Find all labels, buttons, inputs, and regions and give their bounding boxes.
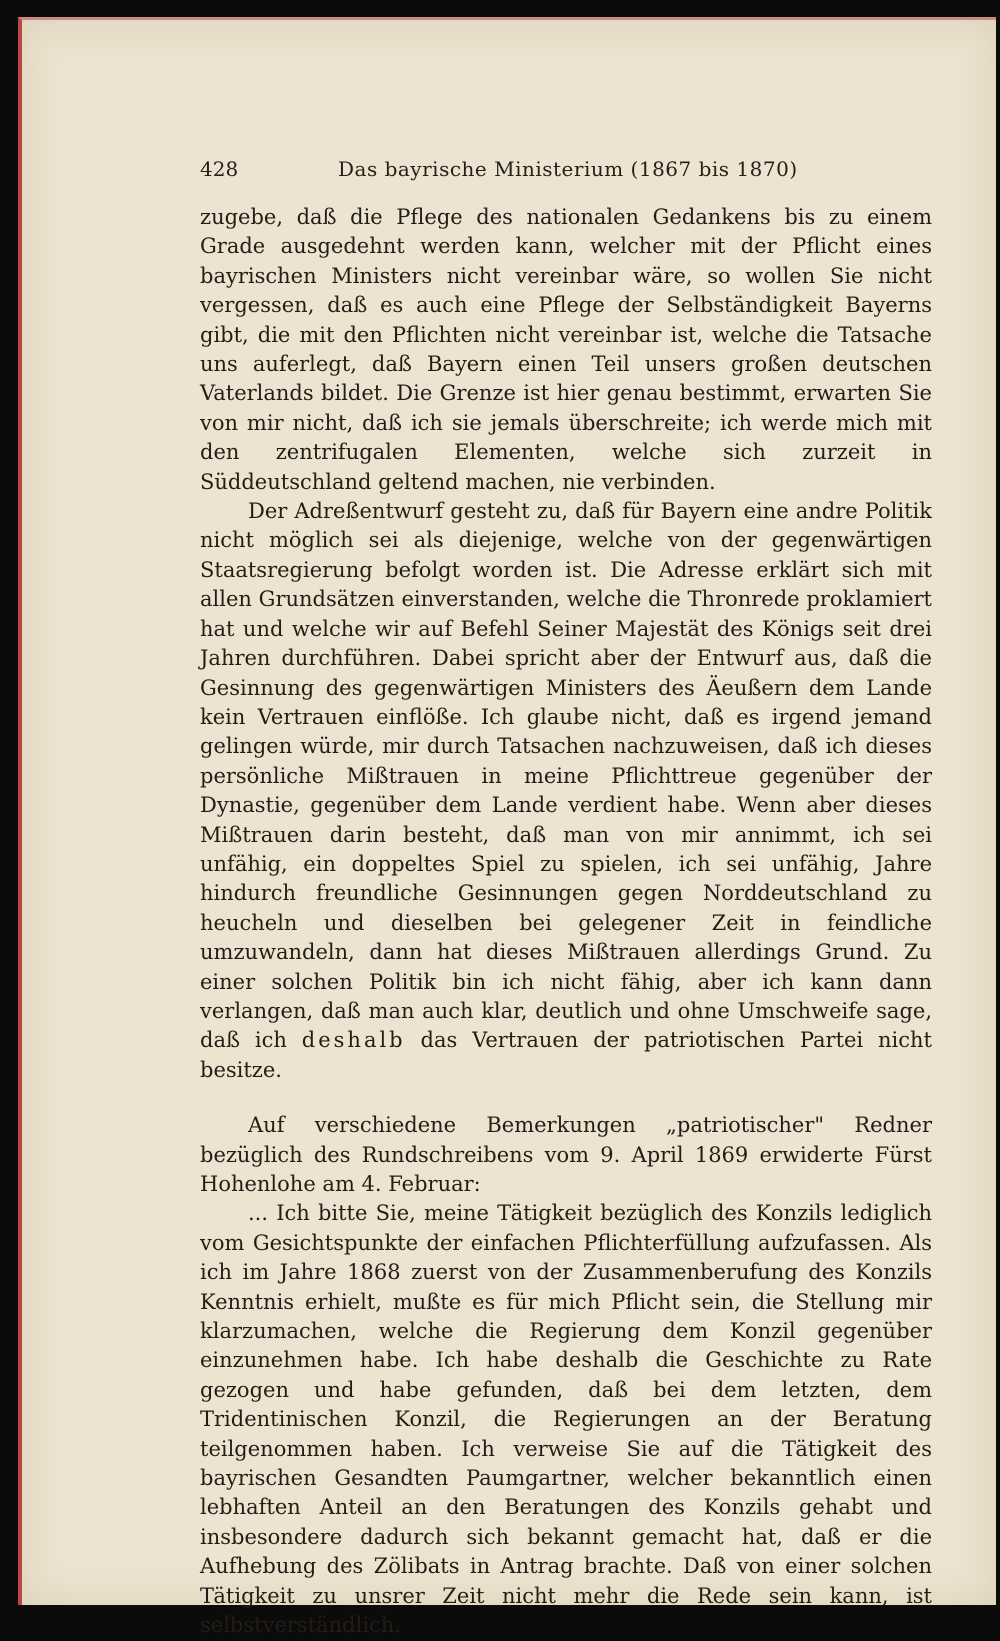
paragraph-4: ... Ich bitte Sie, meine Tätigkeit bezüglich des Konzils lediglich vom Gesichtspunkte der einfachen Pflichterfüllung aufzufassen. Als ich im Jahre 1868 zuerst von der Zusammenberufung des Konzils Kenntnis erhielt, mußte es für mich Pflicht sein, die Stellung mir klarzumachen, welche die Regierung dem Konzil gegenüber einzunehmen habe. Ich habe deshalb die Geschichte zu Rate gezogen und habe gefunden, daß bei dem letzten, dem Tridentinischen Konzil, die Regierungen an der Beratung teilgenommen haben. Ich verweise Sie auf die Tätigkeit des bayrischen Gesandten Paumgartner, welcher bekanntlich einen lebhaften Anteil an den Beratungen des Konzils gehabt und insbesondere dadurch sich bekannt gemacht hat, daß er die Aufhebung des Zölibats in Antrag brachte. Daß von einer solchen Tätigkeit zu unsrer Zeit nicht mehr die Rede sein kann, ist selbstverständlich. — [200, 1201, 932, 1638]
paragraph-3: Auf verschiedene Bemerkungen „patriotischer" Redner bezüglich des Rundschreibens vom 9. April 1869 erwiderte Fürst Hohenlohe am 4. Februar: — [200, 1113, 932, 1196]
body-text — [200, 203, 932, 1641]
paragraph-1: zugebe, daß die Pflege des nationalen Gedankens bis zu einem Grade ausgedehnt werden kann, welcher mit der Pflicht eines bayrischen Ministers nicht vereinbar wäre, so wollen Sie nicht vergessen, daß es auch eine Pflege der Selbständigkeit Bayerns gibt, die mit den Pflichten nicht vereinbar ist, welche die Tatsache uns auferlegt, daß Bayern einen Teil unsers großen deutschen Vaterlands bildet. Die Grenze ist hier genau bestimmt, erwarten Sie von mir nicht, daß ich sie jemals überschreite; ich werde mich mit den zentrifugalen Elementen, welche sich zurzeit in Süddeutschland geltend machen, nie verbinden. — [200, 205, 932, 494]
spaced-word: deshalb — [301, 1028, 406, 1053]
paragraph-2 — [200, 497, 932, 1085]
page-number: 428 — [200, 157, 239, 181]
running-title: Das bayrische Ministerium (1867 bis 1870) — [338, 157, 798, 181]
page-header — [200, 157, 932, 187]
paragraph-2-text: Der Adreßentwurf gesteht zu, daß für Bayern eine andre Politik nicht möglich sei als diejenige, welche von der gegenwärtigen Staatsregierung befolgt worden ist. Die Adresse erklärt sich mit allen Grundsätzen einverstanden, welche die Thronrede proklamiert hat und welche wir auf Befehl Seiner Majestät des Königs seit drei Jahren durchführen. Dabei spricht aber der Entwurf aus, daß die Gesinnung des gegenwärtigen Ministers des Äeußern dem Lande kein Vertrauen einflöße. Ich glaube nicht, daß es irgend jemand gelingen würde, mir durch Tatsachen nachzuweisen, daß ich dieses persönliche Mißtrauen in meine Pflichttreue gegenüber der Dynastie, gegenüber dem Lande verdient habe. Wenn aber dieses Mißtrauen darin besteht, daß man von mir annimmt, ich sei unfähig, ein doppeltes Spiel zu spielen, ich sei unfähig, Jahre hindurch freundliche Gesinnungen gegen Norddeutschland zu heucheln und dieselben bei gelegener Zeit in feindliche umzuwandeln, dann hat dieses Mißtrauen allerdings Grund. Zu einer solchen Politik bin ich nicht fähig, aber ich kann dann verlangen, daß man auch klar, deutlich und ohne Umschweife sage, daß ich — [200, 499, 932, 1053]
paragraph-2-end: das Vertrauen der patriotischen Partei nicht besitze. — [200, 1028, 932, 1082]
